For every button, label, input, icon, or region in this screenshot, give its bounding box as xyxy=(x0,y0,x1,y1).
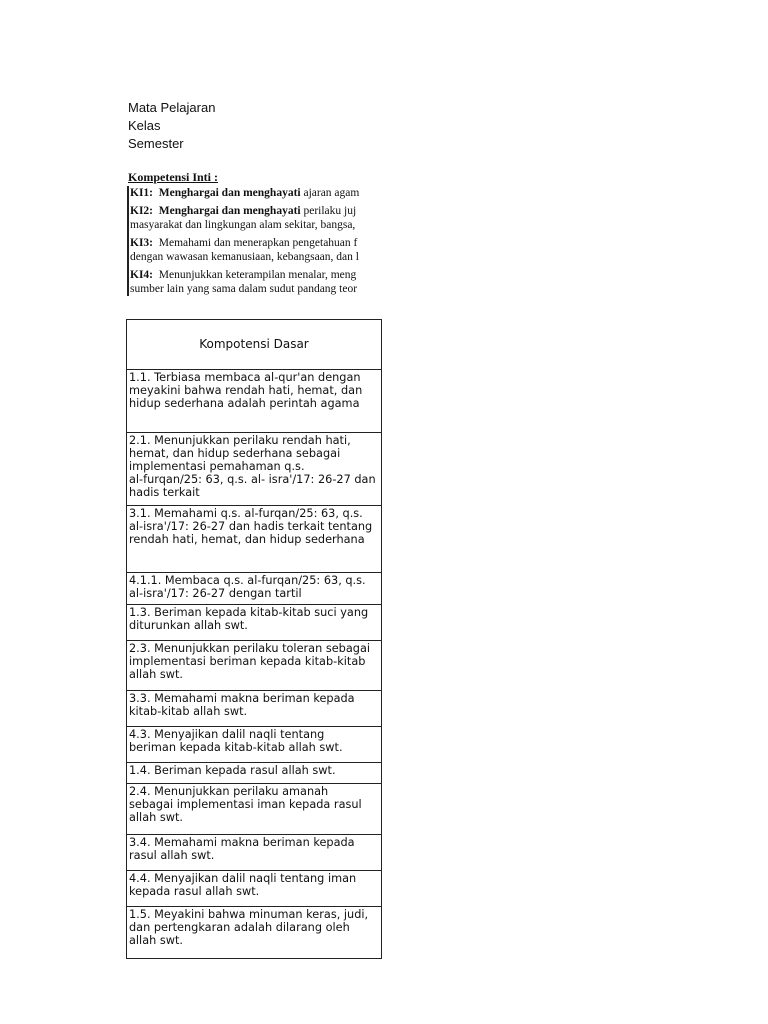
ki-code: KI1: xyxy=(130,187,153,199)
cell-line: allah swt. xyxy=(129,668,184,681)
ki-code: KI2: xyxy=(130,205,153,217)
ki-bold-phrase: Menghargai dan menghayati xyxy=(158,187,301,199)
cell-line: al-isra'/17: 26-27 dan hadis terkait tentang xyxy=(129,520,373,533)
cell-line: allah swt. xyxy=(129,811,184,824)
kompetensi-dasar-cell xyxy=(127,605,382,641)
kompetensi-dasar-cell xyxy=(127,573,382,605)
kompetensi-dasar-cell xyxy=(127,907,382,959)
cell-line: 2.3. Menunjukkan perilaku toleran sebagai xyxy=(129,642,371,655)
ki-text: masyarakat dan lingkungan alam sekitar, bangsa, xyxy=(130,219,356,231)
cell-line: rendah hati, hemat, dan hidup sederhana xyxy=(129,533,365,546)
table-row xyxy=(127,605,382,641)
kompetensi-dasar-cell xyxy=(127,871,382,907)
cell-line: 1.5. Meyakini bahwa minuman keras, judi, xyxy=(129,908,369,921)
table-row xyxy=(127,784,382,835)
cell-line: beriman kepada kitab-kitab allah swt. xyxy=(129,741,343,754)
ki-text: Memahami dan menerapkan pengetahuan f xyxy=(158,237,358,249)
table-row xyxy=(127,573,382,605)
cell-line: 2.1. Menunjukkan perilaku rendah hati, xyxy=(129,434,351,447)
ki-item-line xyxy=(130,218,383,232)
kompetensi-inti-section xyxy=(127,170,383,300)
ki-text: Menunjukkan keterampilan menalar, meng xyxy=(158,269,357,281)
table-row xyxy=(127,433,382,506)
cell-line: sebagai implementasi iman kepada rasul xyxy=(129,798,362,811)
table-row xyxy=(127,907,382,959)
ki-item-line xyxy=(130,236,383,250)
ki-text: perilaku juj xyxy=(303,205,357,217)
ki-text: sumber lain yang sama dalam sudut pandang teor xyxy=(130,283,358,295)
ki-code: KI3: xyxy=(130,237,153,249)
kompetensi-dasar-cell xyxy=(127,506,382,573)
cell-line: kepada rasul allah swt. xyxy=(129,885,260,898)
label-kelas: Kelas xyxy=(128,118,161,133)
cell-line: 4.1.1. Membaca q.s. al-furqan/25: 63, q.s. xyxy=(129,574,366,587)
cell-line: rasul allah swt. xyxy=(129,849,215,862)
ki-text: ajaran agam xyxy=(303,187,360,199)
ki-item-line xyxy=(130,282,383,296)
table-row xyxy=(127,835,382,871)
ki-item-line xyxy=(130,204,383,218)
ki-item-line xyxy=(130,250,383,264)
cell-line: 3.1. Memahami q.s. al-furqan/25: 63, q.s. xyxy=(129,507,363,520)
kompetensi-dasar-cell xyxy=(127,433,382,506)
cell-line: 1.1. Terbiasa membaca al-qur'an dengan xyxy=(129,371,361,384)
table-row xyxy=(127,641,382,691)
cell-line: implementasi beriman kepada kitab-kitab xyxy=(129,655,366,668)
ki-text: dengan wawasan kemanusiaan, kebangsaan, dan l xyxy=(130,251,359,263)
kompetensi-dasar-table xyxy=(126,319,382,959)
label-mata-pelajaran: Mata Pelajaran xyxy=(128,100,216,115)
cell-line: hadis terkait xyxy=(129,486,200,499)
label-semester: Semester xyxy=(128,136,184,151)
kompetensi-dasar-cell xyxy=(127,691,382,727)
kompetensi-dasar-header: Kompotensi Dasar xyxy=(127,320,382,370)
table-row xyxy=(127,691,382,727)
table-row xyxy=(127,763,382,784)
kompetensi-dasar-cell xyxy=(127,370,382,433)
table-row xyxy=(127,871,382,907)
kompetensi-inti-title: Kompetensi Inti : xyxy=(128,170,218,184)
cell-line: hemat, dan hidup sederhana sebagai xyxy=(129,447,341,460)
cell-line: 1.3. Beriman kepada kitab-kitab suci yang xyxy=(129,606,369,619)
cell-line: 1.4. Beriman kepada rasul allah swt. xyxy=(129,764,336,777)
kompetensi-dasar-cell xyxy=(127,641,382,691)
cell-line: 4.4. Menyajikan dalil naqli tentang iman xyxy=(129,872,357,885)
table-row xyxy=(127,370,382,433)
kompetensi-dasar-cell xyxy=(127,727,382,763)
kompetensi-dasar-cell xyxy=(127,784,382,835)
ki-item-line xyxy=(130,186,383,200)
cell-line: dan pertengkaran adalah dilarang oleh xyxy=(129,921,350,934)
ki-bold-phrase: Menghargai dan menghayati xyxy=(158,205,301,217)
cell-line: meyakini bahwa rendah hati, hemat, dan xyxy=(129,384,363,397)
cell-line: 3.3. Memahami makna beriman kepada xyxy=(129,692,355,705)
cell-line: 3.4. Memahami makna beriman kepada xyxy=(129,836,355,849)
kompetensi-inti-list xyxy=(127,186,383,296)
table-row xyxy=(127,727,382,763)
kompetensi-dasar-cell xyxy=(127,763,382,784)
kompetensi-dasar-body xyxy=(127,370,382,959)
cell-line: hidup sederhana adalah perintah agama xyxy=(129,397,360,410)
ki-item-line xyxy=(130,268,383,282)
cell-line: al-isra'/17: 26-27 dengan tartil xyxy=(129,587,302,600)
kompetensi-dasar-cell xyxy=(127,835,382,871)
cell-line: 4.3. Menyajikan dalil naqli tentang xyxy=(129,728,325,741)
cell-line: implementasi pemahaman q.s. xyxy=(129,460,305,473)
table-row xyxy=(127,506,382,573)
cell-line: al-furqan/25: 63, q.s. al- isra'/17: 26-27 dan xyxy=(129,473,376,486)
cell-line: kitab-kitab allah swt. xyxy=(129,705,248,718)
table-header-row xyxy=(127,320,382,370)
cell-line: diturunkan allah swt. xyxy=(129,619,248,632)
ki-code: KI4: xyxy=(130,269,153,281)
cell-line: allah swt. xyxy=(129,934,184,947)
cell-line: 2.4. Menunjukkan perilaku amanah xyxy=(129,785,329,798)
